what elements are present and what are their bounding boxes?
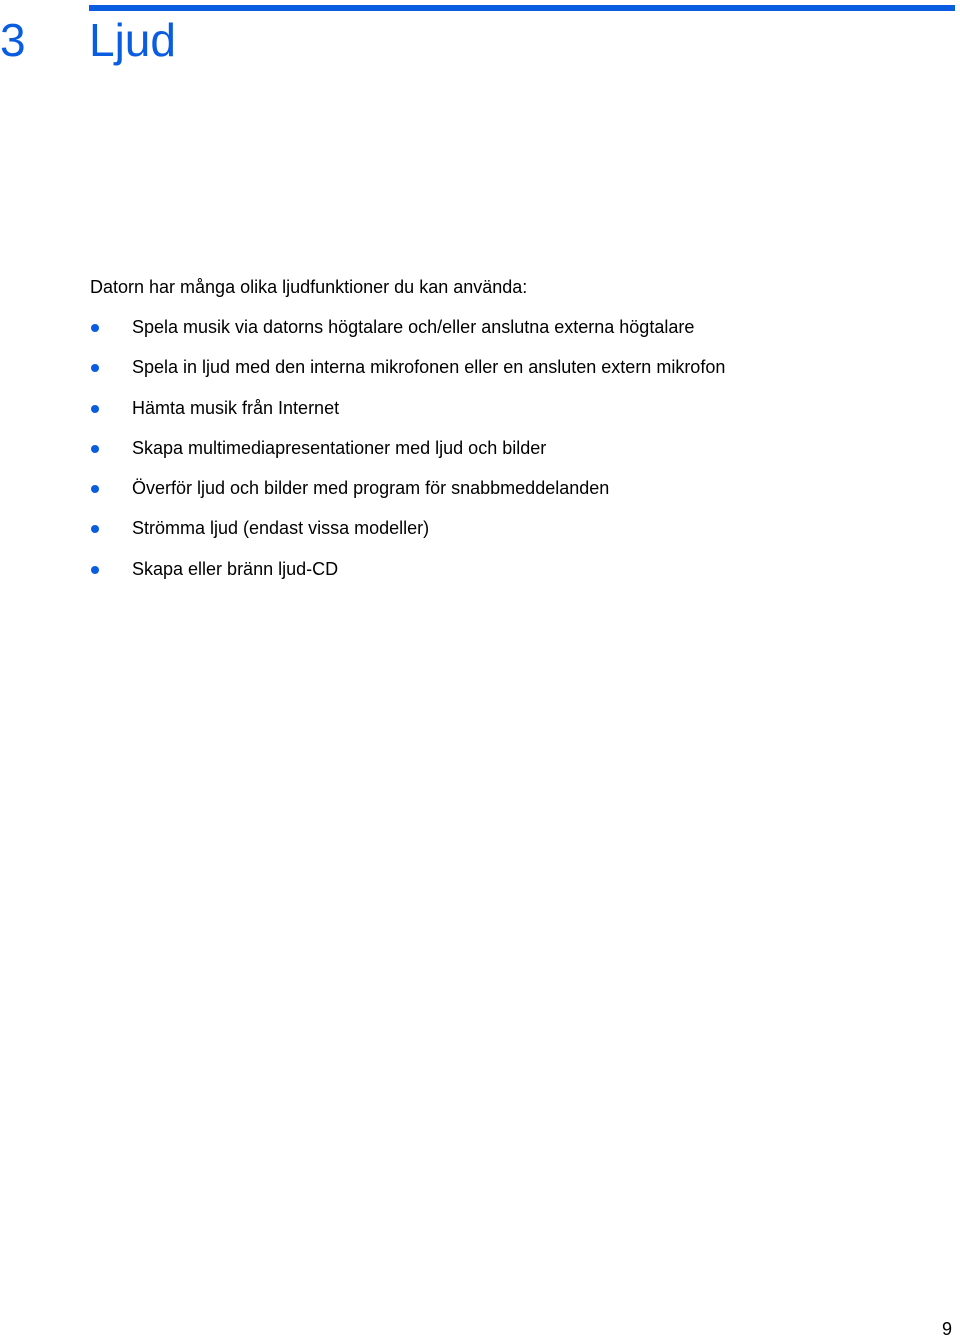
chapter-number: 3 [0, 14, 26, 66]
chapter-title: Ljud [89, 14, 176, 66]
list-item-text: Spela musik via datorns högtalare och/eller anslutna externa högtalare [132, 317, 695, 337]
bullet-dot-icon [91, 525, 99, 533]
chapter-top-rule [89, 5, 955, 11]
bullet-dot-icon [91, 405, 99, 413]
list-item-text: Strömma ljud (endast vissa modeller) [132, 518, 430, 539]
list-item-text: Överför ljud och bilder med program för snabbmeddelanden [132, 478, 610, 499]
bullet-dot-icon [91, 566, 99, 574]
page-number: 9 [941, 1319, 952, 1339]
list-item-text: Hämta musik från Internet [132, 397, 340, 418]
bullet-dot-icon [91, 485, 99, 493]
bullet-dot-icon [91, 445, 99, 453]
bullet-dot-icon [91, 324, 99, 332]
bullet-dot-icon [91, 364, 99, 372]
list-item-text: Skapa eller bränn ljud-CD [132, 558, 339, 579]
list-item-text: Skapa multimediapresentationer med ljud och bilder [132, 437, 547, 458]
list-item-text: Spela in ljud med den interna mikrofonen eller en ansluten extern mikrofon [132, 357, 726, 378]
intro-paragraph: Datorn har många olika ljudfunktioner du kan använda: [90, 277, 528, 297]
